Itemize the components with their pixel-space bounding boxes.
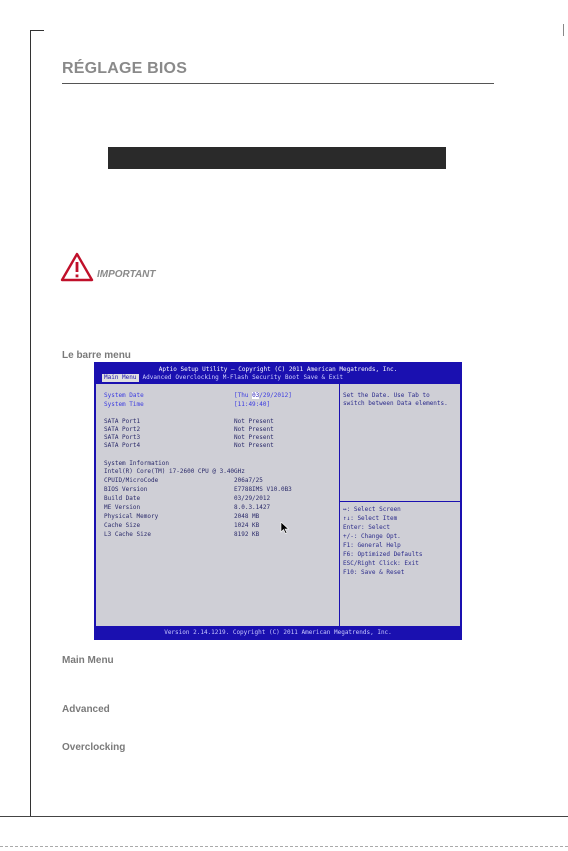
- page-frame-bottom: [0, 816, 568, 817]
- redacted-bar: [108, 147, 446, 169]
- bios-tab-save-exit[interactable]: Save & Exit: [303, 374, 344, 381]
- bios-footer: Version 2.14.1219. Copyright (C) 2011 American Megatrends, Inc.: [164, 629, 392, 636]
- system-time-value[interactable]: [11:49:40]: [234, 401, 271, 408]
- crop-mark: [563, 24, 564, 36]
- page-frame-left: [30, 30, 31, 816]
- key-hint: ESC/Right Click: Exit: [343, 560, 419, 567]
- key-hint: Enter: Select: [343, 524, 390, 531]
- bios-key-legend: [340, 502, 460, 626]
- info-value: 03/29/2012: [234, 495, 271, 502]
- info-label: CPUID/MicroCode: [104, 477, 159, 484]
- bios-title: Aptio Setup Utility – Copyright (C) 2011 American Megatrends, Inc.: [158, 366, 398, 373]
- key-hint: F10: Save & Reset: [343, 569, 405, 576]
- bios-settings-pane: [96, 384, 340, 626]
- key-hint: ↔: Select Screen: [343, 506, 401, 513]
- system-date-selected-field[interactable]: 03: [252, 392, 260, 399]
- warning-icon: [60, 252, 94, 282]
- sata-port-label: SATA Port3: [104, 434, 141, 441]
- bios-tab-overclocking[interactable]: Overclocking: [175, 374, 219, 381]
- bios-tab-main-menu[interactable]: Main Menu: [104, 374, 137, 381]
- title-underline: [62, 83, 494, 84]
- sata-port-value: Not Present: [234, 434, 274, 441]
- info-value: E7788IMS V10.0B3: [234, 486, 292, 493]
- sata-port-value: Not Present: [234, 426, 274, 433]
- sata-port-label: SATA Port2: [104, 426, 141, 433]
- info-value: 8.0.3.1427: [234, 504, 271, 511]
- help-text-line: Set the Date. Use Tab to: [343, 392, 430, 399]
- sata-port-label: SATA Port4: [104, 442, 141, 449]
- page-bottom-dashed-line: [0, 846, 568, 847]
- info-label: BIOS Version: [104, 486, 148, 493]
- info-label: Build Date: [104, 495, 141, 502]
- bios-help-description: [340, 384, 460, 502]
- system-date-value[interactable]: [Thu 03/29/2012]: [234, 392, 292, 399]
- help-text-line: switch between Data elements.: [343, 400, 448, 407]
- section-overclocking: Overclocking: [62, 742, 126, 753]
- key-hint: +/-: Change Opt.: [343, 533, 401, 540]
- system-date-label[interactable]: System Date: [104, 392, 144, 399]
- key-hint: ↑↓: Select Item: [343, 515, 398, 522]
- system-info-header: System Information: [104, 460, 170, 467]
- bios-tab-m-flash[interactable]: M-Flash: [222, 374, 249, 381]
- bios-screenshot: [94, 362, 462, 640]
- page-title: RÉGLAGE BIOS: [62, 60, 188, 77]
- bios-panel: [96, 384, 460, 626]
- info-value: 2048 MB: [234, 513, 260, 520]
- sata-port-value: Not Present: [234, 442, 274, 449]
- mouse-cursor-icon: [280, 522, 290, 534]
- info-value: 206a7/25: [234, 477, 263, 484]
- bios-tab-boot[interactable]: Boot: [284, 374, 300, 381]
- bios-menu-bar: [102, 374, 458, 382]
- section-main-menu: Main Menu: [62, 655, 114, 666]
- info-label: ME Version: [104, 504, 141, 511]
- section-menu-bar: Le barre menu: [62, 350, 131, 361]
- info-value: 1024 KB: [234, 522, 260, 529]
- section-advanced: Advanced: [62, 704, 110, 715]
- sata-port-value: Not Present: [234, 418, 274, 425]
- important-label: IMPORTANT: [97, 269, 156, 280]
- sata-port-label: SATA Port1: [104, 418, 141, 425]
- page-frame-corner: [30, 30, 44, 31]
- info-label: L3 Cache Size: [104, 531, 151, 538]
- system-time-label[interactable]: System Time: [104, 401, 144, 408]
- info-label: Cache Size: [104, 522, 141, 529]
- cpu-name: Intel(R) Core(TM) i7-2600 CPU @ 3.40GHz: [104, 468, 245, 475]
- info-label: Physical Memory: [104, 513, 159, 520]
- key-hint: F6: Optimized Defaults: [343, 551, 423, 558]
- bios-tab-security[interactable]: Security: [252, 374, 281, 381]
- info-value: 8192 KB: [234, 531, 260, 538]
- key-hint: F1: General Help: [343, 542, 401, 549]
- bios-tab-advanced[interactable]: Advanced: [142, 374, 172, 381]
